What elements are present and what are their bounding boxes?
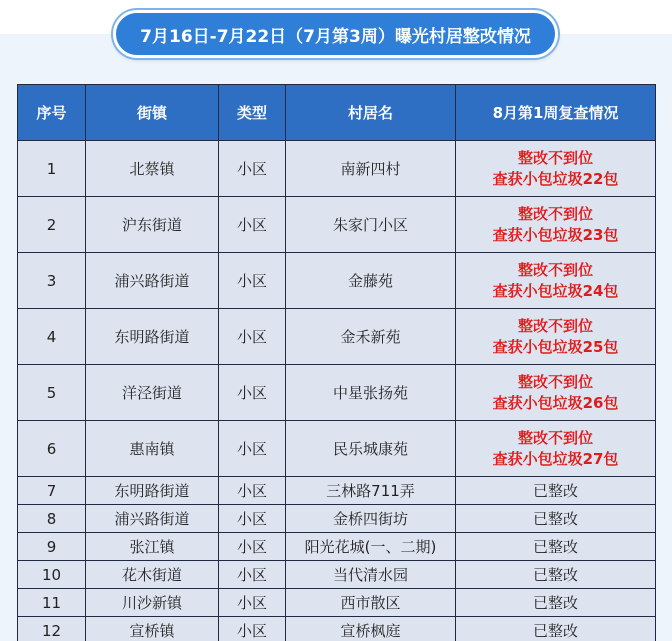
cell-town: 东明路街道: [86, 309, 219, 365]
cell-village: 金藤苑: [286, 253, 456, 309]
table-row: [18, 533, 656, 561]
status-line-1: 整改不到位: [517, 260, 593, 279]
cell-status-alert: [456, 365, 656, 421]
cell-village: 金桥四街坊: [286, 505, 456, 533]
header-village: 村居名: [286, 85, 456, 141]
cell-status: 已整改: [456, 533, 656, 561]
header-review-status: 8月第1周复查情况: [456, 85, 656, 141]
cell-type: 小区: [219, 365, 286, 421]
status-line-1: 整改不到位: [517, 428, 593, 447]
cell-status: 已整改: [456, 561, 656, 589]
table-row: [18, 589, 656, 617]
table-row: [18, 141, 656, 197]
table-row: [18, 477, 656, 505]
cell-town: 沪东街道: [86, 197, 219, 253]
header-number: 序号: [18, 85, 86, 141]
cell-number: 6: [18, 421, 86, 477]
cell-town: 洋泾街道: [86, 365, 219, 421]
cell-village: 民乐城康苑: [286, 421, 456, 477]
cell-number: 12: [18, 617, 86, 641]
cell-number: 1: [18, 141, 86, 197]
cell-status-alert: [456, 421, 656, 477]
cell-status: 已整改: [456, 617, 656, 641]
cell-number: 2: [18, 197, 86, 253]
cell-type: 小区: [219, 561, 286, 589]
cell-type: 小区: [219, 421, 286, 477]
cell-village: 阳光花城(一、二期): [286, 533, 456, 561]
cell-village: 朱家门小区: [286, 197, 456, 253]
cell-status: 已整改: [456, 589, 656, 617]
cell-type: 小区: [219, 197, 286, 253]
cell-type: 小区: [219, 617, 286, 641]
cell-town: 浦兴路街道: [86, 253, 219, 309]
status-line-2: 查获小包垃圾27包: [492, 449, 619, 468]
status-line-1: 整改不到位: [517, 148, 593, 167]
cell-type: 小区: [219, 477, 286, 505]
status-line-1: 整改不到位: [517, 372, 593, 391]
cell-number: 7: [18, 477, 86, 505]
cell-village: 中星张扬苑: [286, 365, 456, 421]
status-line-2: 查获小包垃圾25包: [492, 337, 619, 356]
status-line-2: 查获小包垃圾23包: [492, 225, 619, 244]
cell-number: 3: [18, 253, 86, 309]
table-row: [18, 561, 656, 589]
table-row: [18, 253, 656, 309]
cell-village: 南新四村: [286, 141, 456, 197]
page-title: 7月16日-7月22日（7月第3周）曝光村居整改情况: [113, 10, 558, 58]
status-line-2: 查获小包垃圾26包: [492, 393, 619, 412]
cell-village: 西市散区: [286, 589, 456, 617]
cell-town: 川沙新镇: [86, 589, 219, 617]
cell-town: 惠南镇: [86, 421, 219, 477]
cell-town: 东明路街道: [86, 477, 219, 505]
table-row: [18, 309, 656, 365]
cell-type: 小区: [219, 309, 286, 365]
cell-town: 北蔡镇: [86, 141, 219, 197]
cell-town: 宣桥镇: [86, 617, 219, 641]
table-row: [18, 617, 656, 641]
header-type: 类型: [219, 85, 286, 141]
table-row: [18, 365, 656, 421]
status-line-2: 查获小包垃圾22包: [492, 169, 619, 188]
cell-number: 9: [18, 533, 86, 561]
table-row: [18, 197, 656, 253]
cell-village: 当代清水园: [286, 561, 456, 589]
cell-number: 5: [18, 365, 86, 421]
cell-type: 小区: [219, 533, 286, 561]
cell-status-alert: [456, 309, 656, 365]
status-line-1: 整改不到位: [517, 204, 593, 223]
cell-type: 小区: [219, 253, 286, 309]
cell-village: 金禾新苑: [286, 309, 456, 365]
status-line-2: 查获小包垃圾24包: [492, 281, 619, 300]
cell-village: 宣桥枫庭: [286, 617, 456, 641]
cell-village: 三林路711弄: [286, 477, 456, 505]
cell-status: 已整改: [456, 477, 656, 505]
cell-number: 11: [18, 589, 86, 617]
cell-type: 小区: [219, 141, 286, 197]
cell-status-alert: [456, 253, 656, 309]
cell-town: 张江镇: [86, 533, 219, 561]
cell-town: 花木街道: [86, 561, 219, 589]
cell-number: 8: [18, 505, 86, 533]
header-town: 街镇: [86, 85, 219, 141]
rectification-table: [17, 84, 656, 641]
table-row: [18, 421, 656, 477]
cell-status: 已整改: [456, 505, 656, 533]
cell-status-alert: [456, 141, 656, 197]
cell-number: 10: [18, 561, 86, 589]
cell-number: 4: [18, 309, 86, 365]
cell-type: 小区: [219, 589, 286, 617]
cell-status-alert: [456, 197, 656, 253]
cell-type: 小区: [219, 505, 286, 533]
table-header-row: [18, 85, 656, 141]
cell-town: 浦兴路街道: [86, 505, 219, 533]
table-row: [18, 505, 656, 533]
status-line-1: 整改不到位: [517, 316, 593, 335]
